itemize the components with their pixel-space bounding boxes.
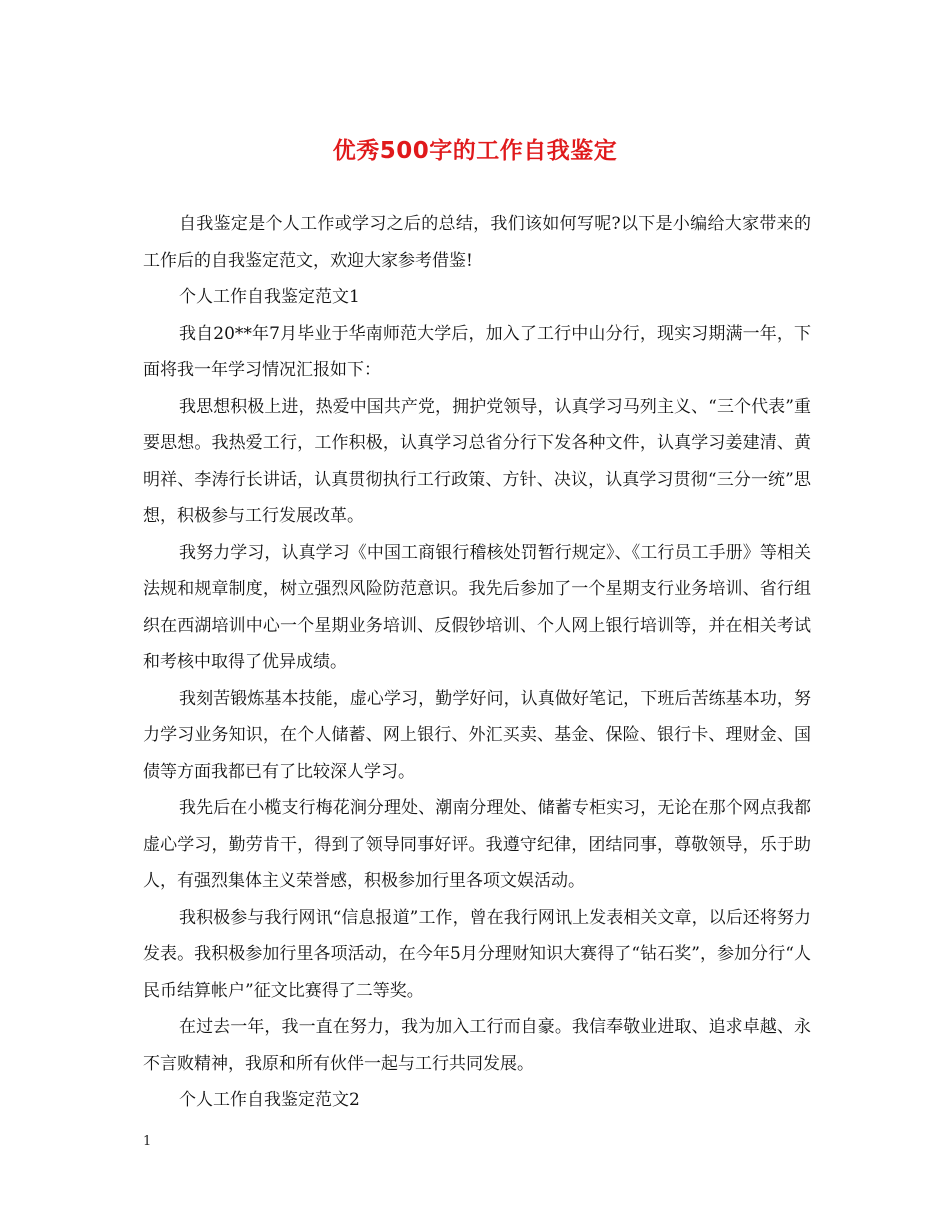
paragraph: 我刻苦锻炼基本技能，虚心学习，勤学好问，认真做好笔记，下班后苦练基本功，努力学习业务知识，在个人储蓄、网上银行、外汇买卖、基金、保险、银行卡、理财金、国债等方面我都已有了比较深人学习。 bbox=[143, 688, 811, 782]
section-heading-1: 个人工作自我鉴定范文1 bbox=[179, 287, 360, 307]
document-body bbox=[143, 206, 811, 1119]
paragraph: 我先后在小榄支行梅花涧分理处、潮南分理处、储蓄专柜实习，无论在那个网点我都虚心学习，勤劳肯干，得到了领导同事好评。我遵守纪律，团结同事，尊敬领导，乐于助人，有强烈集体主义荣誉感，积极参加行里各项文娱活动。 bbox=[143, 798, 811, 891]
document-title: 优秀500字的工作自我鉴定 bbox=[332, 138, 618, 164]
paragraph: 我积极参与我行网讯“信息报道”工作，曾在我行网讯上发表相关文章，以后还将努力发表。我积极参加行里各项活动，在今年5月分理财知识大赛得了“钻石奖”，参加分行“人民币结算帐户”征文比赛得了二等奖。 bbox=[143, 907, 811, 1001]
paragraph: 我自20**年7月毕业于华南师范大学后，加入了工行中山分行，现实习期满一年，下面将我一年学习情况汇报如下： bbox=[143, 323, 811, 380]
page-number: 1 bbox=[143, 1134, 152, 1149]
intro-paragraph: 自我鉴定是个人工作或学习之后的总结，我们该如何写呢?以下是小编给大家带来的工作后的自我鉴定范文，欢迎大家参考借鉴! bbox=[143, 214, 811, 271]
paragraph: 在过去一年，我一直在努力，我为加入工行而自豪。我信奉敬业进取、追求卓越、永不言败精神，我原和所有伙伴一起与工行共同发展。 bbox=[143, 1017, 811, 1074]
paragraph: 我努力学习，认真学习《中国工商银行稽核处罚暂行规定》、《工行员工手册》等相关法规和规章制度，树立强烈风险防范意识。我先后参加了一个星期支行业务培训、省行组织在西湖培训中心一个星期业务培训、反假钞培训、个人网上银行培训等，并在相关考试和考核中取得了优异成绩。 bbox=[143, 542, 811, 672]
section-heading-2: 个人工作自我鉴定范文2 bbox=[179, 1090, 360, 1110]
paragraph: 我思想积极上进，热爱中国共产党，拥护党领导，认真学习马列主义、“三个代表”重要思想。我热爱工行，工作积极，认真学习总省分行下发各种文件，认真学习姜建清、黄明祥、李涛行长讲话，认真贯彻执行工行政策、方针、决议，认真学习贯彻“三分一统”思想，积极参与工行发展改革。 bbox=[143, 396, 811, 526]
